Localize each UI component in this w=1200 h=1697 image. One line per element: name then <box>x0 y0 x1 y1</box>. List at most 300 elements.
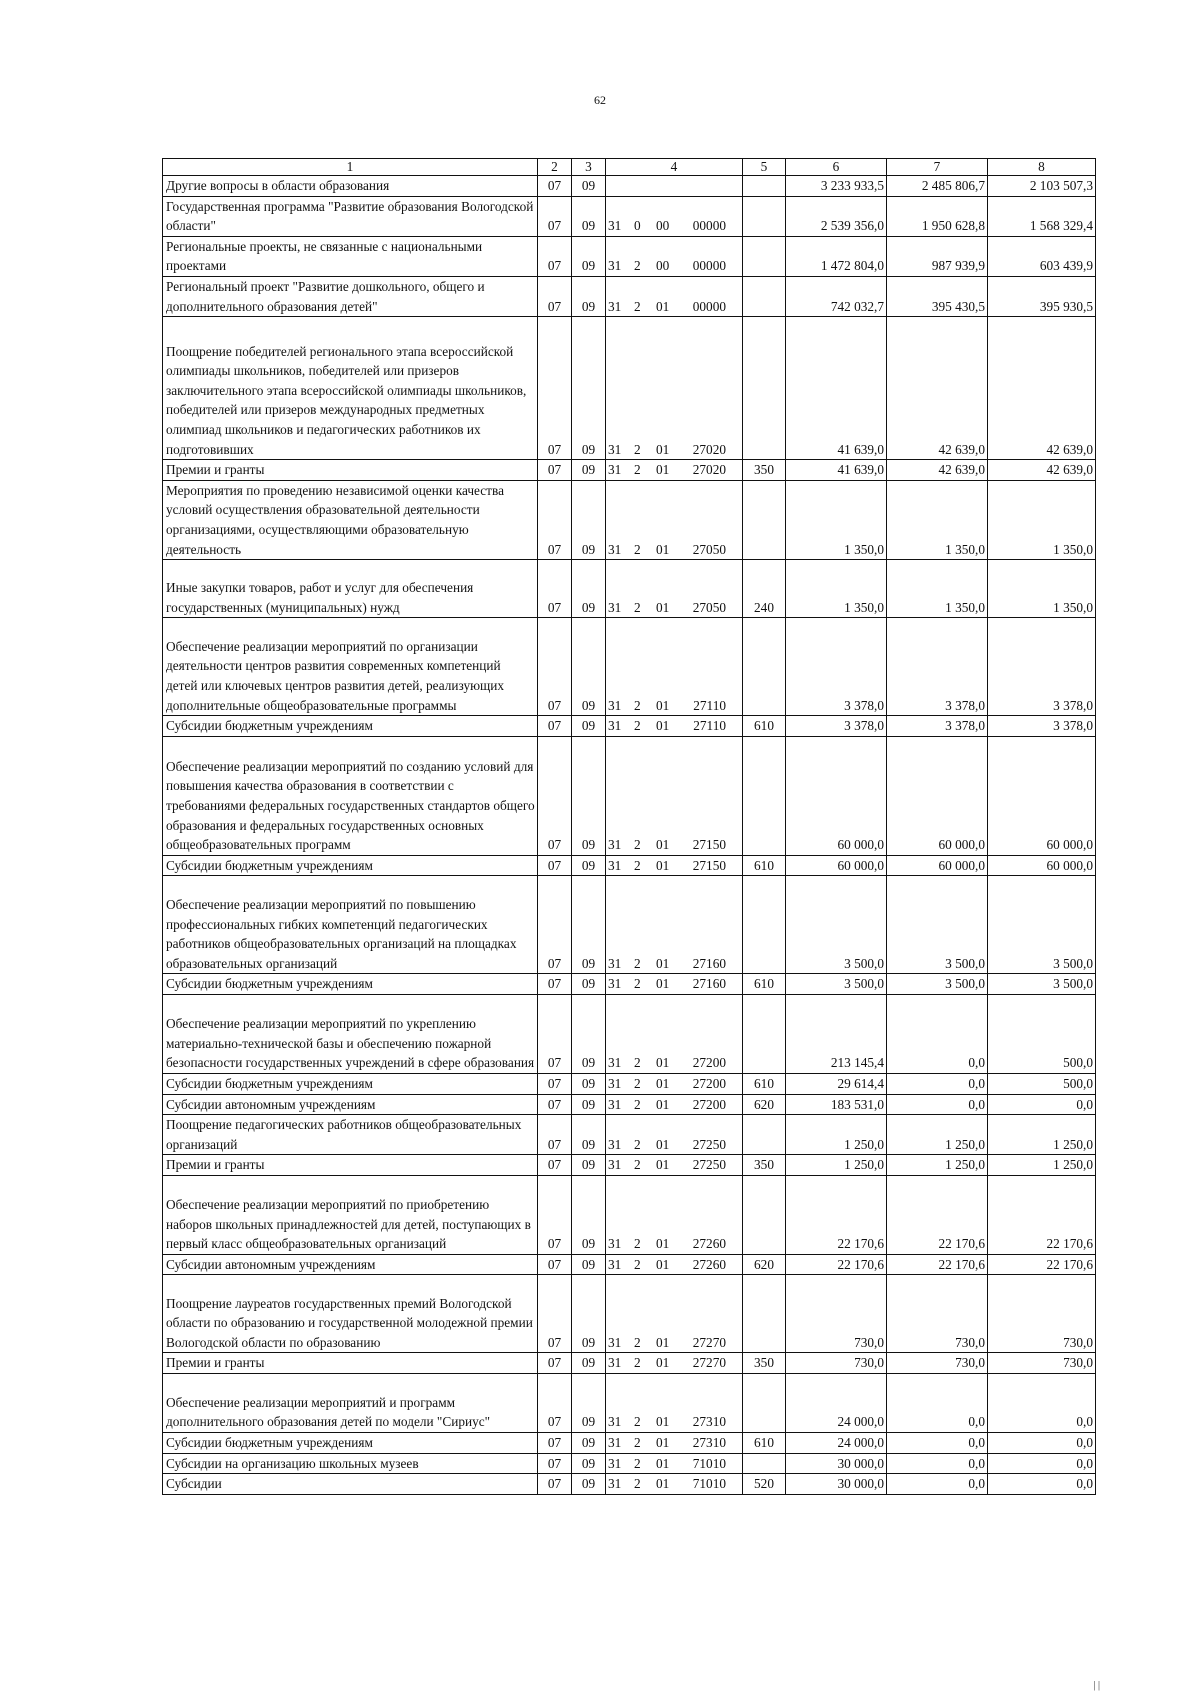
amount-year-3: 3 500,0 <box>988 876 1096 974</box>
item-code: 00000 <box>692 218 726 234</box>
subsection-code: 09 <box>572 1254 606 1275</box>
subsection-code: 09 <box>572 1094 606 1115</box>
table-row <box>163 1094 1096 1115</box>
expense-type-code: 610 <box>743 1433 786 1454</box>
amount-year-2: 0,0 <box>887 1433 988 1454</box>
expense-type-code: 520 <box>743 1474 786 1495</box>
amount-year-3: 1 350,0 <box>988 560 1096 618</box>
amount-year-1: 1 350,0 <box>786 480 887 559</box>
amount-year-3: 0,0 <box>988 1094 1096 1115</box>
amount-year-1: 1 350,0 <box>786 560 887 618</box>
target-article-code <box>606 1374 743 1433</box>
program-code: 31 <box>608 599 622 615</box>
amount-year-2: 22 170,6 <box>887 1175 988 1254</box>
event-code: 01 <box>656 441 670 457</box>
row-name: Субсидии автономным учреждениям <box>163 1094 538 1115</box>
event-code: 01 <box>656 1096 670 1112</box>
subsection-code: 09 <box>572 560 606 618</box>
expense-type-code <box>743 994 786 1073</box>
item-code: 27310 <box>692 1435 726 1451</box>
row-name: Субсидии <box>163 1474 538 1495</box>
target-article-code <box>606 716 743 737</box>
direction-code: 0 <box>634 218 641 234</box>
column-header: 1 <box>163 159 538 176</box>
expense-type-code <box>743 480 786 559</box>
section-code: 07 <box>538 1353 572 1374</box>
target-article-code <box>606 196 743 236</box>
section-code: 07 <box>538 994 572 1073</box>
table-row <box>163 736 1096 855</box>
expense-type-code: 350 <box>743 1155 786 1176</box>
item-code: 27260 <box>692 1256 726 1272</box>
amount-year-1: 29 614,4 <box>786 1073 887 1094</box>
expense-type-code <box>743 1374 786 1433</box>
item-code: 27110 <box>693 697 726 713</box>
subsection-code: 09 <box>572 196 606 236</box>
amount-year-3: 1 250,0 <box>988 1115 1096 1155</box>
amount-year-1: 730,0 <box>786 1275 887 1353</box>
event-code: 01 <box>656 541 670 557</box>
program-code: 31 <box>608 1355 622 1371</box>
amount-year-3: 395 930,5 <box>988 276 1096 316</box>
program-code: 31 <box>608 441 622 457</box>
table-row <box>163 1073 1096 1094</box>
amount-year-2: 42 639,0 <box>887 460 988 481</box>
table-row <box>163 176 1096 197</box>
program-code: 31 <box>608 1096 622 1112</box>
program-code: 31 <box>608 857 622 873</box>
event-code: 01 <box>656 1334 670 1350</box>
direction-code: 2 <box>634 1157 641 1173</box>
target-article-code <box>606 1094 743 1115</box>
table-row <box>163 196 1096 236</box>
row-name: Региональный проект "Развитие дошкольного, общего и дополнительного образования детей" <box>163 276 538 316</box>
subsection-code: 09 <box>572 855 606 876</box>
program-code: 31 <box>608 1157 622 1173</box>
amount-year-2: 0,0 <box>887 1474 988 1495</box>
section-code: 07 <box>538 1115 572 1155</box>
item-code: 27200 <box>692 1096 726 1112</box>
subsection-code: 09 <box>572 1275 606 1353</box>
amount-year-2: 987 939,9 <box>887 236 988 276</box>
expense-type-code <box>743 736 786 855</box>
section-code: 07 <box>538 716 572 737</box>
target-article-code <box>606 736 743 855</box>
amount-year-1: 60 000,0 <box>786 736 887 855</box>
subsection-code: 09 <box>572 1453 606 1474</box>
direction-code: 2 <box>634 1414 641 1430</box>
table-row <box>163 855 1096 876</box>
expense-type-code <box>743 1275 786 1353</box>
amount-year-1: 3 500,0 <box>786 876 887 974</box>
expense-type-code: 610 <box>743 716 786 737</box>
section-code: 07 <box>538 876 572 974</box>
section-code: 07 <box>538 196 572 236</box>
event-code: 01 <box>656 718 670 734</box>
event-code: 01 <box>656 1236 670 1252</box>
amount-year-3: 60 000,0 <box>988 736 1096 855</box>
program-code: 31 <box>608 1256 622 1272</box>
row-name: Поощрение лауреатов государственных премий Вологодской области по образованию и государственной молодежной премии Вологодской области по образованию <box>163 1275 538 1353</box>
direction-code: 2 <box>634 541 641 557</box>
amount-year-1: 3 378,0 <box>786 716 887 737</box>
amount-year-3: 22 170,6 <box>988 1175 1096 1254</box>
direction-code: 2 <box>634 1055 641 1071</box>
target-article-code <box>606 1175 743 1254</box>
event-code: 01 <box>656 1476 670 1492</box>
item-code: 00000 <box>692 298 726 314</box>
program-code: 31 <box>608 258 622 274</box>
table-row <box>163 236 1096 276</box>
row-name: Премии и гранты <box>163 460 538 481</box>
event-code: 01 <box>656 1355 670 1371</box>
row-name: Поощрение победителей регионального этапа всероссийской олимпиады школьников, победителей или призеров заключительного этапа всероссийской олимпиады школьников, победителей или призеров международных предметных олимпиад школьников и педагогических работников их подготовивших <box>163 317 538 460</box>
column-header: 6 <box>786 159 887 176</box>
target-article-code <box>606 1073 743 1094</box>
expense-type-code <box>743 618 786 716</box>
event-code: 01 <box>656 462 670 478</box>
direction-code: 2 <box>634 857 641 873</box>
section-code: 07 <box>538 1254 572 1275</box>
expense-type-code: 610 <box>743 855 786 876</box>
item-code: 27050 <box>692 541 726 557</box>
direction-code: 2 <box>634 1455 641 1471</box>
row-name: Субсидии бюджетным учреждениям <box>163 716 538 737</box>
row-name: Мероприятия по проведению независимой оценки качества условий осуществления образовательной деятельности организациями, осуществляющими образовательную деятельность <box>163 480 538 559</box>
amount-year-2: 0,0 <box>887 1453 988 1474</box>
program-code: 31 <box>608 976 622 992</box>
section-code: 07 <box>538 1175 572 1254</box>
direction-code: 2 <box>634 1334 641 1350</box>
expense-type-code <box>743 176 786 197</box>
direction-code: 2 <box>634 955 641 971</box>
row-name: Обеспечение реализации мероприятий по приобретению наборов школьных принадлежностей для детей, поступающих в первый класс общеобразовательных организаций <box>163 1175 538 1254</box>
program-code: 31 <box>608 955 622 971</box>
scan-mark: | | <box>1093 1680 1100 1691</box>
event-code: 01 <box>656 1414 670 1430</box>
event-code: 01 <box>656 1055 670 1071</box>
amount-year-1: 183 531,0 <box>786 1094 887 1115</box>
subsection-code: 09 <box>572 876 606 974</box>
target-article-code <box>606 876 743 974</box>
table-row <box>163 560 1096 618</box>
column-header: 8 <box>988 159 1096 176</box>
section-code: 07 <box>538 1374 572 1433</box>
direction-code: 2 <box>634 1075 641 1091</box>
direction-code: 2 <box>634 441 641 457</box>
section-code: 07 <box>538 1474 572 1495</box>
row-name: Другие вопросы в области образования <box>163 176 538 197</box>
amount-year-2: 60 000,0 <box>887 855 988 876</box>
item-code: 27050 <box>692 599 726 615</box>
event-code: 01 <box>656 1136 670 1152</box>
item-code: 00000 <box>692 258 726 274</box>
program-code: 31 <box>608 1435 622 1451</box>
subsection-code: 09 <box>572 736 606 855</box>
row-name: Региональные проекты, не связанные с национальными проектами <box>163 236 538 276</box>
program-code: 31 <box>608 1236 622 1252</box>
row-name: Государственная программа "Развитие образования Вологодской области" <box>163 196 538 236</box>
section-code: 07 <box>538 560 572 618</box>
amount-year-3: 42 639,0 <box>988 460 1096 481</box>
program-code: 31 <box>608 1075 622 1091</box>
amount-year-3: 1 350,0 <box>988 480 1096 559</box>
amount-year-3: 3 500,0 <box>988 974 1096 995</box>
table-row <box>163 1353 1096 1374</box>
section-code: 07 <box>538 974 572 995</box>
row-name: Субсидии бюджетным учреждениям <box>163 974 538 995</box>
item-code: 71010 <box>692 1476 726 1492</box>
event-code: 01 <box>656 1256 670 1272</box>
table-row <box>163 480 1096 559</box>
expense-type-code <box>743 236 786 276</box>
amount-year-1: 30 000,0 <box>786 1474 887 1495</box>
event-code: 00 <box>656 258 670 274</box>
expense-type-code <box>743 317 786 460</box>
target-article-code <box>606 1433 743 1454</box>
item-code: 27160 <box>692 955 726 971</box>
amount-year-3: 2 103 507,3 <box>988 176 1096 197</box>
amount-year-2: 1 350,0 <box>887 560 988 618</box>
amount-year-3: 730,0 <box>988 1275 1096 1353</box>
target-article-code <box>606 1453 743 1474</box>
subsection-code: 09 <box>572 1115 606 1155</box>
amount-year-3: 603 439,9 <box>988 236 1096 276</box>
subsection-code: 09 <box>572 974 606 995</box>
row-name: Обеспечение реализации мероприятий по повышению профессиональных гибких компетенций педагогических работников общеобразовательных организаций на площадках образовательных организаций <box>163 876 538 974</box>
program-code: 31 <box>608 218 622 234</box>
direction-code: 2 <box>634 1435 641 1451</box>
amount-year-3: 500,0 <box>988 994 1096 1073</box>
amount-year-2: 2 485 806,7 <box>887 176 988 197</box>
amount-year-1: 1 250,0 <box>786 1115 887 1155</box>
subsection-code: 09 <box>572 1474 606 1495</box>
item-code: 27110 <box>693 718 726 734</box>
item-code: 27310 <box>692 1414 726 1430</box>
amount-year-1: 742 032,7 <box>786 276 887 316</box>
direction-code: 2 <box>634 599 641 615</box>
section-code: 07 <box>538 1453 572 1474</box>
event-code: 01 <box>656 599 670 615</box>
item-code: 27200 <box>692 1075 726 1091</box>
direction-code: 2 <box>634 1355 641 1371</box>
column-header: 2 <box>538 159 572 176</box>
row-name: Премии и гранты <box>163 1353 538 1374</box>
amount-year-2: 3 500,0 <box>887 876 988 974</box>
column-header: 4 <box>606 159 743 176</box>
amount-year-3: 0,0 <box>988 1453 1096 1474</box>
amount-year-2: 1 950 628,8 <box>887 196 988 236</box>
subsection-code: 09 <box>572 1073 606 1094</box>
table-row <box>163 876 1096 974</box>
event-code: 01 <box>656 1075 670 1091</box>
table-row <box>163 276 1096 316</box>
amount-year-3: 0,0 <box>988 1374 1096 1433</box>
program-code: 31 <box>608 1334 622 1350</box>
amount-year-3: 3 378,0 <box>988 618 1096 716</box>
event-code: 01 <box>656 697 670 713</box>
amount-year-2: 730,0 <box>887 1275 988 1353</box>
section-code: 07 <box>538 1094 572 1115</box>
event-code: 01 <box>656 1435 670 1451</box>
event-code: 01 <box>656 298 670 314</box>
direction-code: 2 <box>634 837 641 853</box>
section-code: 07 <box>538 236 572 276</box>
table-row <box>163 1453 1096 1474</box>
row-name: Субсидии бюджетным учреждениям <box>163 1433 538 1454</box>
row-name: Иные закупки товаров, работ и услуг для обеспечения государственных (муниципальных) нужд <box>163 560 538 618</box>
amount-year-1: 24 000,0 <box>786 1374 887 1433</box>
expense-type-code <box>743 196 786 236</box>
amount-year-2: 730,0 <box>887 1353 988 1374</box>
direction-code: 2 <box>634 1236 641 1252</box>
subsection-code: 09 <box>572 1353 606 1374</box>
amount-year-2: 3 378,0 <box>887 618 988 716</box>
target-article-code <box>606 618 743 716</box>
direction-code: 2 <box>634 258 641 274</box>
expense-type-code: 610 <box>743 974 786 995</box>
target-article-code <box>606 1115 743 1155</box>
direction-code: 2 <box>634 1476 641 1492</box>
program-code: 31 <box>608 1476 622 1492</box>
table-row <box>163 1374 1096 1433</box>
amount-year-1: 22 170,6 <box>786 1254 887 1275</box>
subsection-code: 09 <box>572 1433 606 1454</box>
section-code: 07 <box>538 736 572 855</box>
subsection-code: 09 <box>572 618 606 716</box>
amount-year-2: 1 250,0 <box>887 1115 988 1155</box>
row-name: Субсидии автономным учреждениям <box>163 1254 538 1275</box>
table-row <box>163 1155 1096 1176</box>
amount-year-3: 1 568 329,4 <box>988 196 1096 236</box>
program-code: 31 <box>608 1414 622 1430</box>
amount-year-1: 730,0 <box>786 1353 887 1374</box>
amount-year-2: 0,0 <box>887 1073 988 1094</box>
expense-type-code: 620 <box>743 1254 786 1275</box>
amount-year-1: 2 539 356,0 <box>786 196 887 236</box>
program-code: 31 <box>608 298 622 314</box>
program-code: 31 <box>608 1136 622 1152</box>
program-code: 31 <box>608 1055 622 1071</box>
table-row <box>163 1254 1096 1275</box>
amount-year-3: 730,0 <box>988 1353 1096 1374</box>
amount-year-3: 0,0 <box>988 1474 1096 1495</box>
expense-type-code: 620 <box>743 1094 786 1115</box>
table-row <box>163 1433 1096 1454</box>
row-name: Субсидии бюджетным учреждениям <box>163 1073 538 1094</box>
target-article-code <box>606 317 743 460</box>
amount-year-1: 213 145,4 <box>786 994 887 1073</box>
row-name: Поощрение педагогических работников общеобразовательных организаций <box>163 1115 538 1155</box>
amount-year-1: 1 472 804,0 <box>786 236 887 276</box>
target-article-code <box>606 974 743 995</box>
target-article-code <box>606 994 743 1073</box>
column-header: 3 <box>572 159 606 176</box>
amount-year-3: 1 250,0 <box>988 1155 1096 1176</box>
subsection-code: 09 <box>572 460 606 481</box>
expense-type-code <box>743 1453 786 1474</box>
amount-year-2: 395 430,5 <box>887 276 988 316</box>
event-code: 01 <box>656 1157 670 1173</box>
amount-year-2: 1 350,0 <box>887 480 988 559</box>
section-code: 07 <box>538 855 572 876</box>
target-article-code <box>606 480 743 559</box>
expense-type-code: 350 <box>743 460 786 481</box>
amount-year-2: 1 250,0 <box>887 1155 988 1176</box>
row-name: Обеспечение реализации мероприятий и программ дополнительного образования детей по модели "Сириус" <box>163 1374 538 1433</box>
event-code: 00 <box>656 218 670 234</box>
section-code: 07 <box>538 618 572 716</box>
target-article-code <box>606 855 743 876</box>
subsection-code: 09 <box>572 276 606 316</box>
expense-type-code: 610 <box>743 1073 786 1094</box>
budget-table <box>162 158 1096 1495</box>
item-code: 27270 <box>692 1355 726 1371</box>
item-code: 27250 <box>692 1136 726 1152</box>
program-code: 31 <box>608 718 622 734</box>
expense-type-code <box>743 1175 786 1254</box>
event-code: 01 <box>656 955 670 971</box>
target-article-code <box>606 560 743 618</box>
column-header: 7 <box>887 159 988 176</box>
table-row <box>163 460 1096 481</box>
amount-year-3: 60 000,0 <box>988 855 1096 876</box>
table-row <box>163 974 1096 995</box>
target-article-code <box>606 1155 743 1176</box>
subsection-code: 09 <box>572 1175 606 1254</box>
subsection-code: 09 <box>572 1374 606 1433</box>
amount-year-3: 42 639,0 <box>988 317 1096 460</box>
table-row <box>163 994 1096 1073</box>
column-header: 5 <box>743 159 786 176</box>
table-row <box>163 317 1096 460</box>
row-name: Субсидии бюджетным учреждениям <box>163 855 538 876</box>
direction-code: 2 <box>634 462 641 478</box>
table-row <box>163 1175 1096 1254</box>
expense-type-code <box>743 1115 786 1155</box>
event-code: 01 <box>656 1455 670 1471</box>
target-article-code <box>606 1275 743 1353</box>
section-code: 07 <box>538 317 572 460</box>
subsection-code: 09 <box>572 176 606 197</box>
section-code: 07 <box>538 276 572 316</box>
item-code: 27160 <box>692 976 726 992</box>
expense-type-code: 350 <box>743 1353 786 1374</box>
table-header-row <box>163 159 1096 176</box>
item-code: 27200 <box>692 1055 726 1071</box>
amount-year-2: 0,0 <box>887 1094 988 1115</box>
amount-year-1: 41 639,0 <box>786 460 887 481</box>
target-article-code <box>606 1254 743 1275</box>
page-number: 62 <box>594 93 606 107</box>
item-code: 71010 <box>692 1455 726 1471</box>
table-row <box>163 618 1096 716</box>
row-name: Премии и гранты <box>163 1155 538 1176</box>
event-code: 01 <box>656 837 670 853</box>
direction-code: 2 <box>634 1096 641 1112</box>
expense-type-code <box>743 876 786 974</box>
section-code: 07 <box>538 1275 572 1353</box>
program-code: 31 <box>608 1455 622 1471</box>
subsection-code: 09 <box>572 480 606 559</box>
row-name: Обеспечение реализации мероприятий по созданию условий для повышения качества образования в соответствии с требованиями федеральных государственных стандартов общего образования и федеральных государственных основных общеобразовательных программ <box>163 736 538 855</box>
target-article-code <box>606 276 743 316</box>
section-code: 07 <box>538 460 572 481</box>
amount-year-3: 500,0 <box>988 1073 1096 1094</box>
amount-year-1: 1 250,0 <box>786 1155 887 1176</box>
amount-year-3: 22 170,6 <box>988 1254 1096 1275</box>
direction-code: 2 <box>634 697 641 713</box>
